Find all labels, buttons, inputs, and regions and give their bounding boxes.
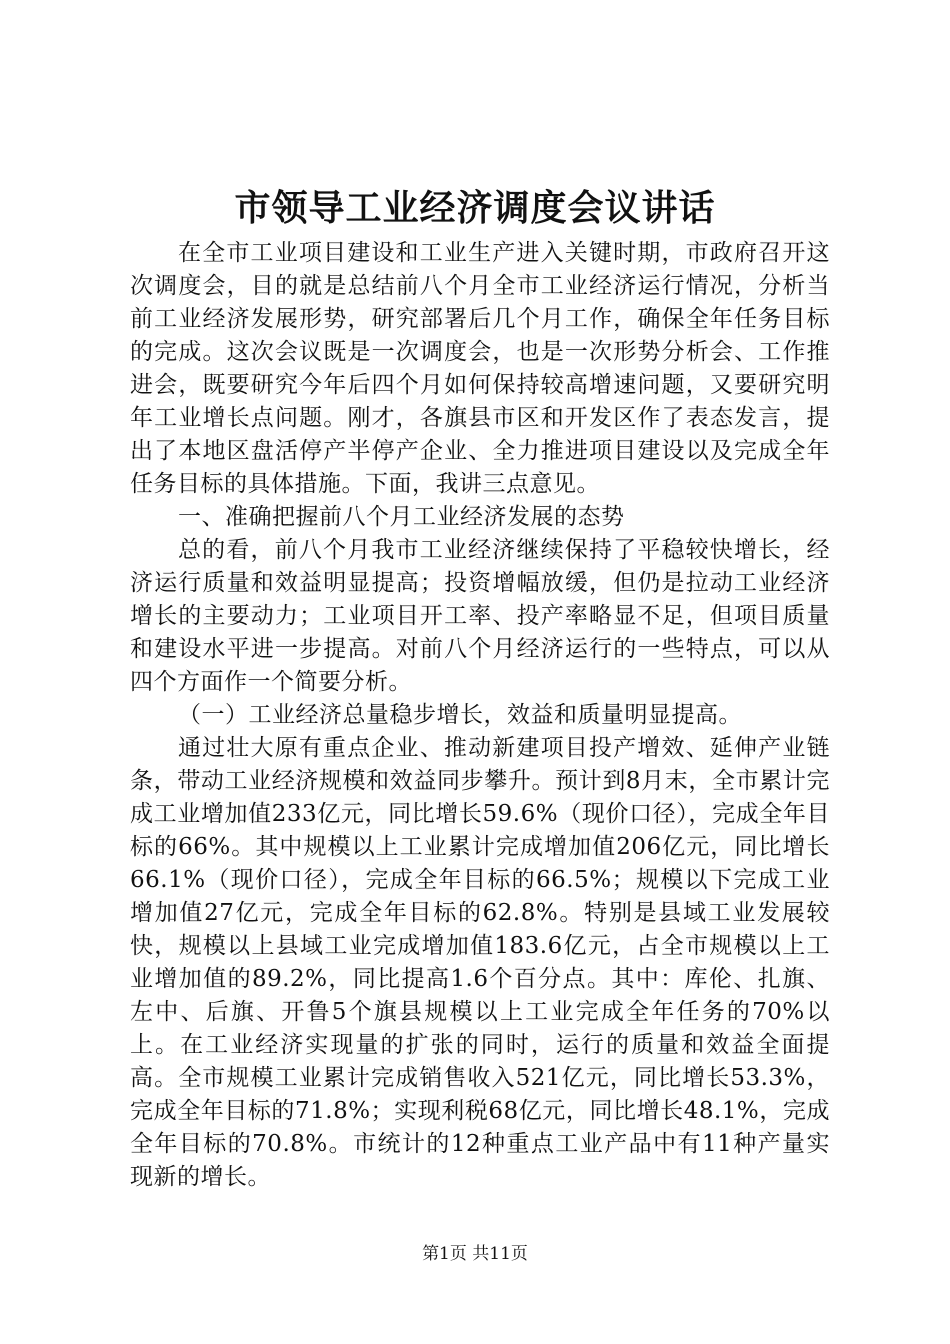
- document-title: 市领导工业经济调度会议讲话: [234, 187, 716, 229]
- section-heading-1: 一、准确把握前八个月工业经济发展的态势: [178, 504, 625, 530]
- subsection-heading-1: （一）工业经济总量稳步增长，效益和质量明显提高。: [178, 702, 742, 728]
- page-number-footer: 第1页 共11页: [422, 1244, 528, 1264]
- statistics-paragraph: 通过壮大原有重点企业、推动新建项目投产增效、延伸产业链条，带动工业经济规模和效益同步攀升。预计到8月末，全市累计完成工业增加值233亿元，同比增长59.6%（现价口径），完成全年目标的66%。其中规模以上工业累计完成增加值206亿元，同比增长66.1%（现价口径），完成全年目标的66.5%；规模以下完成工业增加值27亿元，完成全年目标的62.8%。特别是县域工业发展较快，规模以上县域工业完成增加值183.6亿元，占全市规模以上工业增加值的89.2%，同比提高1.6个百分点。其中：库伦、扎旗、左中、后旗、开鲁5个旗县规模以上工业完成全年任务的70%以上。在工业经济实现量的扩张的同时，运行的质量和效益全面提高。全市规模工业累计完成销售收入521亿元，同比增长53.3%，完成全年目标的71.8%；实现利税68亿元，同比增长48.1%，完成全年目标的70.8%。市统计的12种重点工业产品中有11种产量实现新的增长。: [130, 735, 830, 1190]
- intro-paragraph: 在全市工业项目建设和工业生产进入关键时期，市政府召开这次调度会，目的就是总结前八个月全市工业经济运行情况，分析当前工业经济发展形势，研究部署后几个月工作，确保全年任务目标的完成。这次会议既是一次调度会，也是一次形势分析会、工作推进会，既要研究今年后四个月如何保持较高增速问题，又要研究明年工业增长点问题。刚才，各旗县市区和开发区作了表态发言，提出了本地区盘活停产半停产企业、全力推进项目建设以及完成全年任务目标的具体措施。下面，我讲三点意见。: [130, 240, 830, 497]
- document-body: [130, 237, 830, 1194]
- overview-paragraph: 总的看，前八个月我市工业经济继续保持了平稳较快增长，经济运行质量和效益明显提高；投资增幅放缓，但仍是拉动工业经济增长的主要动力；工业项目开工率、投产率略显不足，但项目质量和建设水平进一步提高。对前八个月经济运行的一些特点，可以从四个方面作一个简要分析。: [130, 537, 830, 695]
